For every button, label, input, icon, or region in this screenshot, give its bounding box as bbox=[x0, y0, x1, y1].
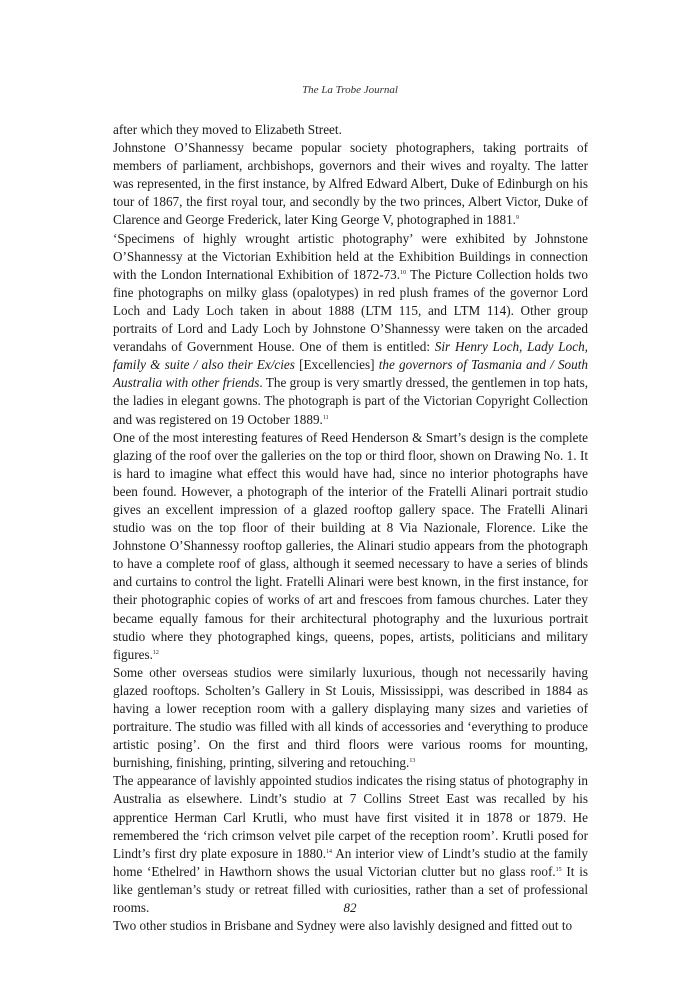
article-body bbox=[113, 121, 588, 935]
footnote-ref[interactable]: 10 bbox=[400, 269, 407, 276]
footnote-ref[interactable]: 15 bbox=[555, 866, 562, 873]
footnote-ref[interactable]: 12 bbox=[152, 649, 159, 656]
running-head bbox=[0, 84, 700, 96]
journal-title: The La Trobe Journal bbox=[302, 84, 398, 96]
italic-title: Sir Henry Loch, Lady Loch, family & suite / also their Ex/cies bbox=[113, 339, 588, 373]
footnote-ref[interactable]: 11 bbox=[322, 414, 329, 421]
italic-title: the governors of Tasmania and / South Australia with other friends bbox=[113, 357, 588, 391]
paragraph: Two other studios in Brisbane and Sydney were also lavishly designed and fitted out to bbox=[113, 918, 573, 934]
paragraph: Some other overseas studios were similarly luxurious, though not necessarily having glazed rooftops. Scholten’s Gallery in St Louis, Mississippi, was described in 1884 as having a lower reception room with a gallery displaying many sizes and varieties of portraiture. The studio was filled with all kinds of accessories and ‘everything to produce artistic posing’. On the first and third floors were various rooms for mounting, burnishing, finishing, printing, silvering and retouching.$^{13}$ bbox=[113, 664, 588, 771]
footnote-ref[interactable]: 13 bbox=[409, 758, 416, 765]
page-number: 82 bbox=[343, 900, 357, 915]
paragraph: Johnstone O’Shannessy became popular society photographers, taking portraits of members of parliament, archbishops, governors and their wives and royalty. The latter was represented, in the first instance, by Alfred Edward Albert, Duke of Edinburgh on his tour of 1867, the first royal tour, and secondly by the two princes, Albert Victor, Duke of Clarence and George Frederick, later King George V, photographed in 1881.$^9$ bbox=[113, 140, 588, 228]
paragraph: The appearance of lavishly appointed studios indicates the rising status of photography in Australia as elsewhere. Lindt’s studio at 7 Collins Street East was recalled by his apprentice Herman Carl Krutli, who must have first visited it in 1878 or 1879. He remembered the ‘rich crimson velvet pile carpet of the reception room’. Krutli posed for Lindt’s first dry plate exposure in 1880.14 An interior view of Lindt’s studio at the family home ‘Ethelred’ in Hawthorn shows the usual Victorian clutter but no glass roof.$^{15}$ It is like gentleman’s study or retreat filled with curiosities, rather than a set of professional rooms. bbox=[113, 773, 588, 916]
footnote-ref[interactable]: 9 bbox=[515, 215, 519, 222]
paragraph: after which they moved to Elizabeth Street. bbox=[113, 122, 342, 137]
paragraph: One of the most interesting features of Reed Henderson & Smart’s design is the complete glazing of the roof over the galleries on the top or third floor, shown on Drawing No. 1. It is hard to imagine what effect this would have had, since no interior photographs have been found. However, a photograph of the interior of the Fratelli Alinari portrait studio gives an excellent impression of a glazed rooftop gallery space. The Fratelli Alinari studio was on the top floor of their building at 8 Via Nazionale, Florence. Like the Johnstone O’Shannessy rooftop galleries, the Alinari studio appears from the photograph to have a complete roof of glass, although it seemed necessary to have a series of blinds and curtains to control the light. Fratelli Alinari were best known, in the first instance, for their photographic copies of works of art and frescoes from famous churches. Later they became equally famous for their architectural photography and the luxurious portrait studio where they photographed kings, queens, popes, artists, politicians and military figures.$^{12}$ bbox=[113, 429, 588, 662]
footnote-ref[interactable]: 14 bbox=[326, 848, 333, 855]
paragraph: ‘Specimens of highly wrought artistic photography’ were exhibited by Johnstone O’Shannessy at the Victorian Exhibition held at the Exhibition Buildings in connection with the London International Exhibition of 1872-73.10 The Picture Collection holds two fine photographs on milky glass (opalotypes) in red plush frames of the governor Lord Loch and Lady Loch taken in about 1888 (LTM 115, and LTM 114). Other group portraits of Lord and Lady Loch by Johnstone O’Shannessy were taken on the arcaded verandahs of Government House. One of them is entitled: Sir Henry Loch, Lady Loch, family & suite / also their Ex/cies [Excellencies] the governors of Tasmania and / South Australia with other friends. The group is very smartly dressed, the gentlemen in top hats, the ladies in elegant gowns. The photograph is part of the Victorian Copyright Collection and was registered on 19 October 1889.11 bbox=[113, 230, 588, 427]
